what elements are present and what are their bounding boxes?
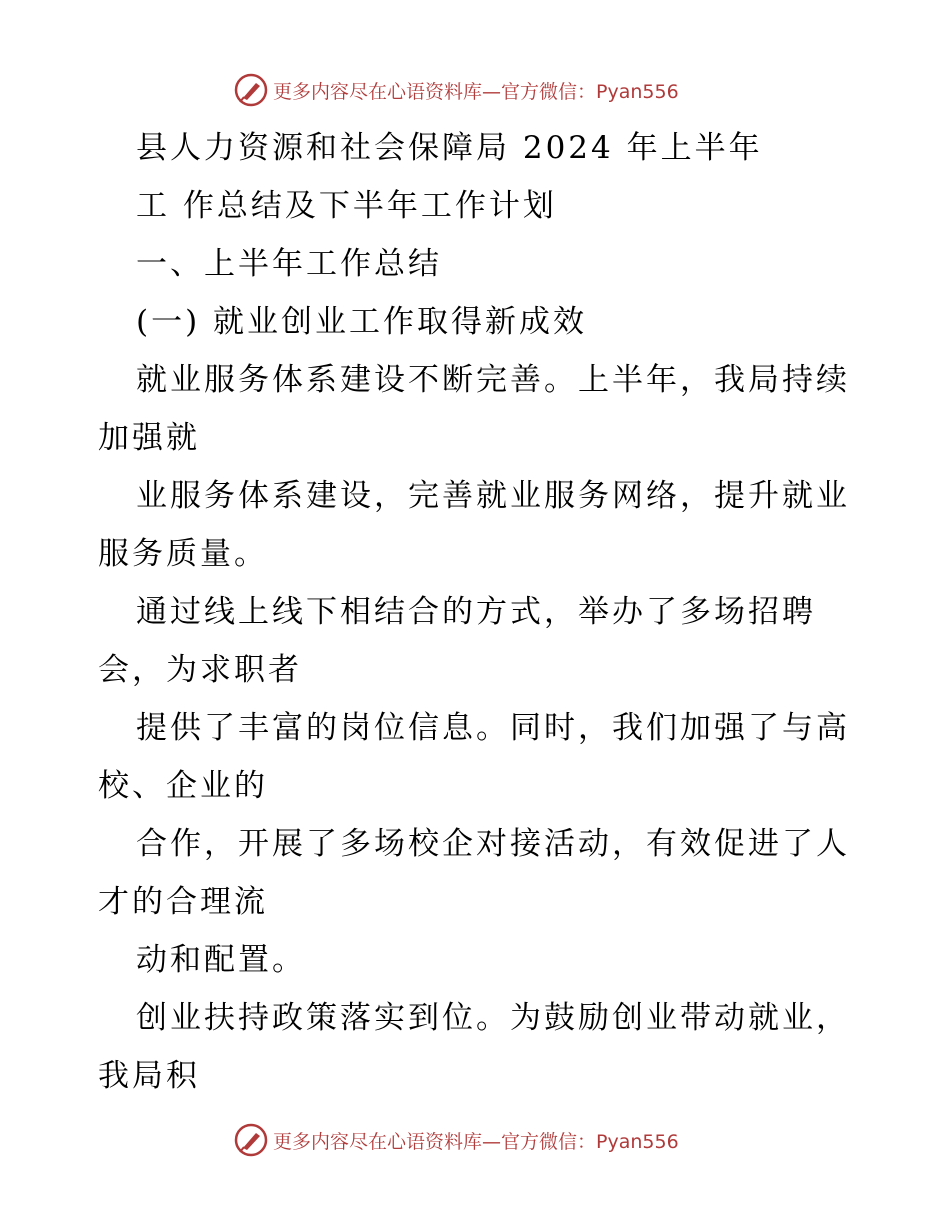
paragraph-line: 我局积 (98, 1058, 200, 1094)
quill-pen-logo-icon (234, 1123, 268, 1157)
banner-promo-text: 更多内容尽在心语资料库 (273, 80, 483, 103)
paragraph-line: 会，为求职者 (98, 652, 302, 688)
document-title-line-1: 县人力资源和社会保障局 2024 年上半年 (136, 130, 763, 166)
paragraph-line: 校、企业的 (98, 768, 268, 804)
paragraph-line: 动和配置。 (136, 942, 306, 978)
banner-text (273, 77, 679, 104)
paragraph-line: 提供了丰富的岗位信息。同时，我们加强了与高 (136, 710, 850, 746)
subsection-heading: (一) 就业创业工作取得新成效 (136, 304, 588, 340)
banner-promo-text: 更多内容尽在心语资料库 (273, 1130, 483, 1153)
paragraph-line: 就业服务体系建设不断完善。上半年，我局持续 (136, 362, 850, 398)
paragraph-line: 才的合理流 (98, 884, 268, 920)
paragraph-line: 合作，开展了多场校企对接活动，有效促进了人 (136, 826, 850, 862)
paragraph-line: 业服务体系建设，完善就业服务网络，提升就业 (136, 478, 850, 514)
quill-pen-logo-icon (234, 73, 268, 107)
paragraph-line: 创业扶持政策落实到位。为鼓励创业带动就业， (136, 1000, 850, 1036)
banner-separator: — (482, 1130, 502, 1153)
paragraph-line: 服务质量。 (98, 536, 268, 572)
header-banner (0, 70, 950, 110)
document-title-line-2: 工 作总结及下半年工作计划 (136, 188, 557, 224)
footer-banner-content (234, 1120, 679, 1160)
paragraph-line: 加强就 (98, 420, 200, 456)
paragraph-line: 通过线上线下相结合的方式，举办了多场招聘 (136, 594, 816, 630)
header-banner-content (234, 70, 679, 110)
banner-wechat-text: 官方微信：Pyan556 (501, 1130, 679, 1153)
banner-wechat-text: 官方微信：Pyan556 (501, 80, 679, 103)
footer-banner (0, 1120, 950, 1160)
section-heading: 一、上半年工作总结 (136, 246, 442, 282)
banner-separator: — (482, 80, 502, 103)
banner-text (273, 1127, 679, 1154)
